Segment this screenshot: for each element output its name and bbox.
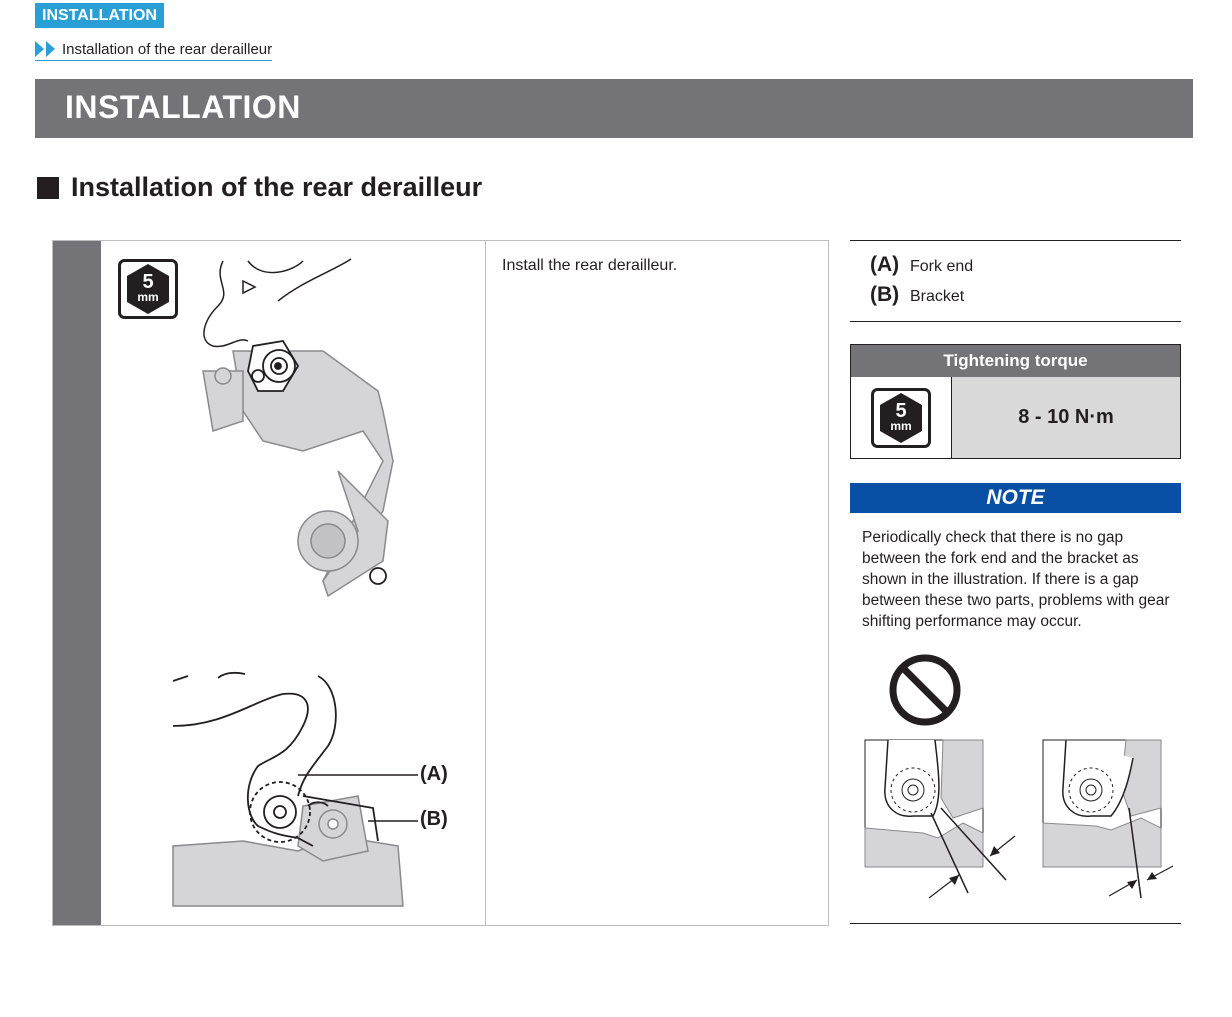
column-divider: [485, 241, 486, 925]
breadcrumb-link[interactable]: Installation of the rear derailleur: [62, 40, 273, 58]
torque-table: [850, 344, 1181, 459]
section-title: Installation of the rear derailleur: [71, 172, 483, 202]
svg-text:5: 5: [895, 400, 907, 422]
step-instruction: Install the rear derailleur.: [502, 257, 678, 274]
derailleur-illustration: [153, 251, 483, 651]
legend-letter: (B): [870, 283, 900, 306]
note-text: Periodically check that there is no gap between the fork end and the bracket as shown in the illustration. If there is a gap between these two parts, problems with gear shifting performance may occur.: [862, 529, 1170, 630]
hex-key-5mm-icon: [871, 388, 931, 448]
svg-text:mm: mm: [137, 290, 159, 304]
bottom-rule: [850, 923, 1181, 924]
note-header: NOTE: [850, 483, 1181, 513]
section-tag: INSTALLATION: [35, 3, 164, 28]
step-side-bar: [53, 241, 101, 925]
gap-illustration-wrong: [863, 738, 1023, 903]
parts-legend: [850, 240, 1181, 322]
torque-header: Tightening torque: [851, 345, 1180, 377]
section-heading: [37, 172, 482, 203]
square-bullet-icon: [37, 177, 59, 199]
step-panel: [52, 240, 829, 926]
double-arrow-icon: [35, 41, 57, 57]
legend-item-b: [870, 283, 964, 307]
torque-tool-cell: [851, 377, 952, 458]
legend-text: Fork end: [910, 258, 974, 275]
svg-text:5: 5: [142, 271, 154, 293]
gap-illustration-detail: [1041, 738, 1181, 903]
prohibited-icon: [888, 653, 962, 727]
torque-value: 8 - 10 N·m: [952, 377, 1180, 458]
callout-a-label: (A): [420, 763, 448, 785]
legend-letter: (A): [870, 253, 900, 276]
svg-text:mm: mm: [890, 419, 912, 433]
fork-end-detail-illustration: [163, 666, 483, 916]
legend-item-a: [870, 253, 973, 277]
legend-text: Bracket: [910, 288, 965, 305]
callout-b-label: (B): [420, 808, 448, 830]
banner-title: INSTALLATION: [65, 89, 301, 125]
page-banner: [35, 79, 1193, 138]
breadcrumb[interactable]: [35, 38, 272, 61]
